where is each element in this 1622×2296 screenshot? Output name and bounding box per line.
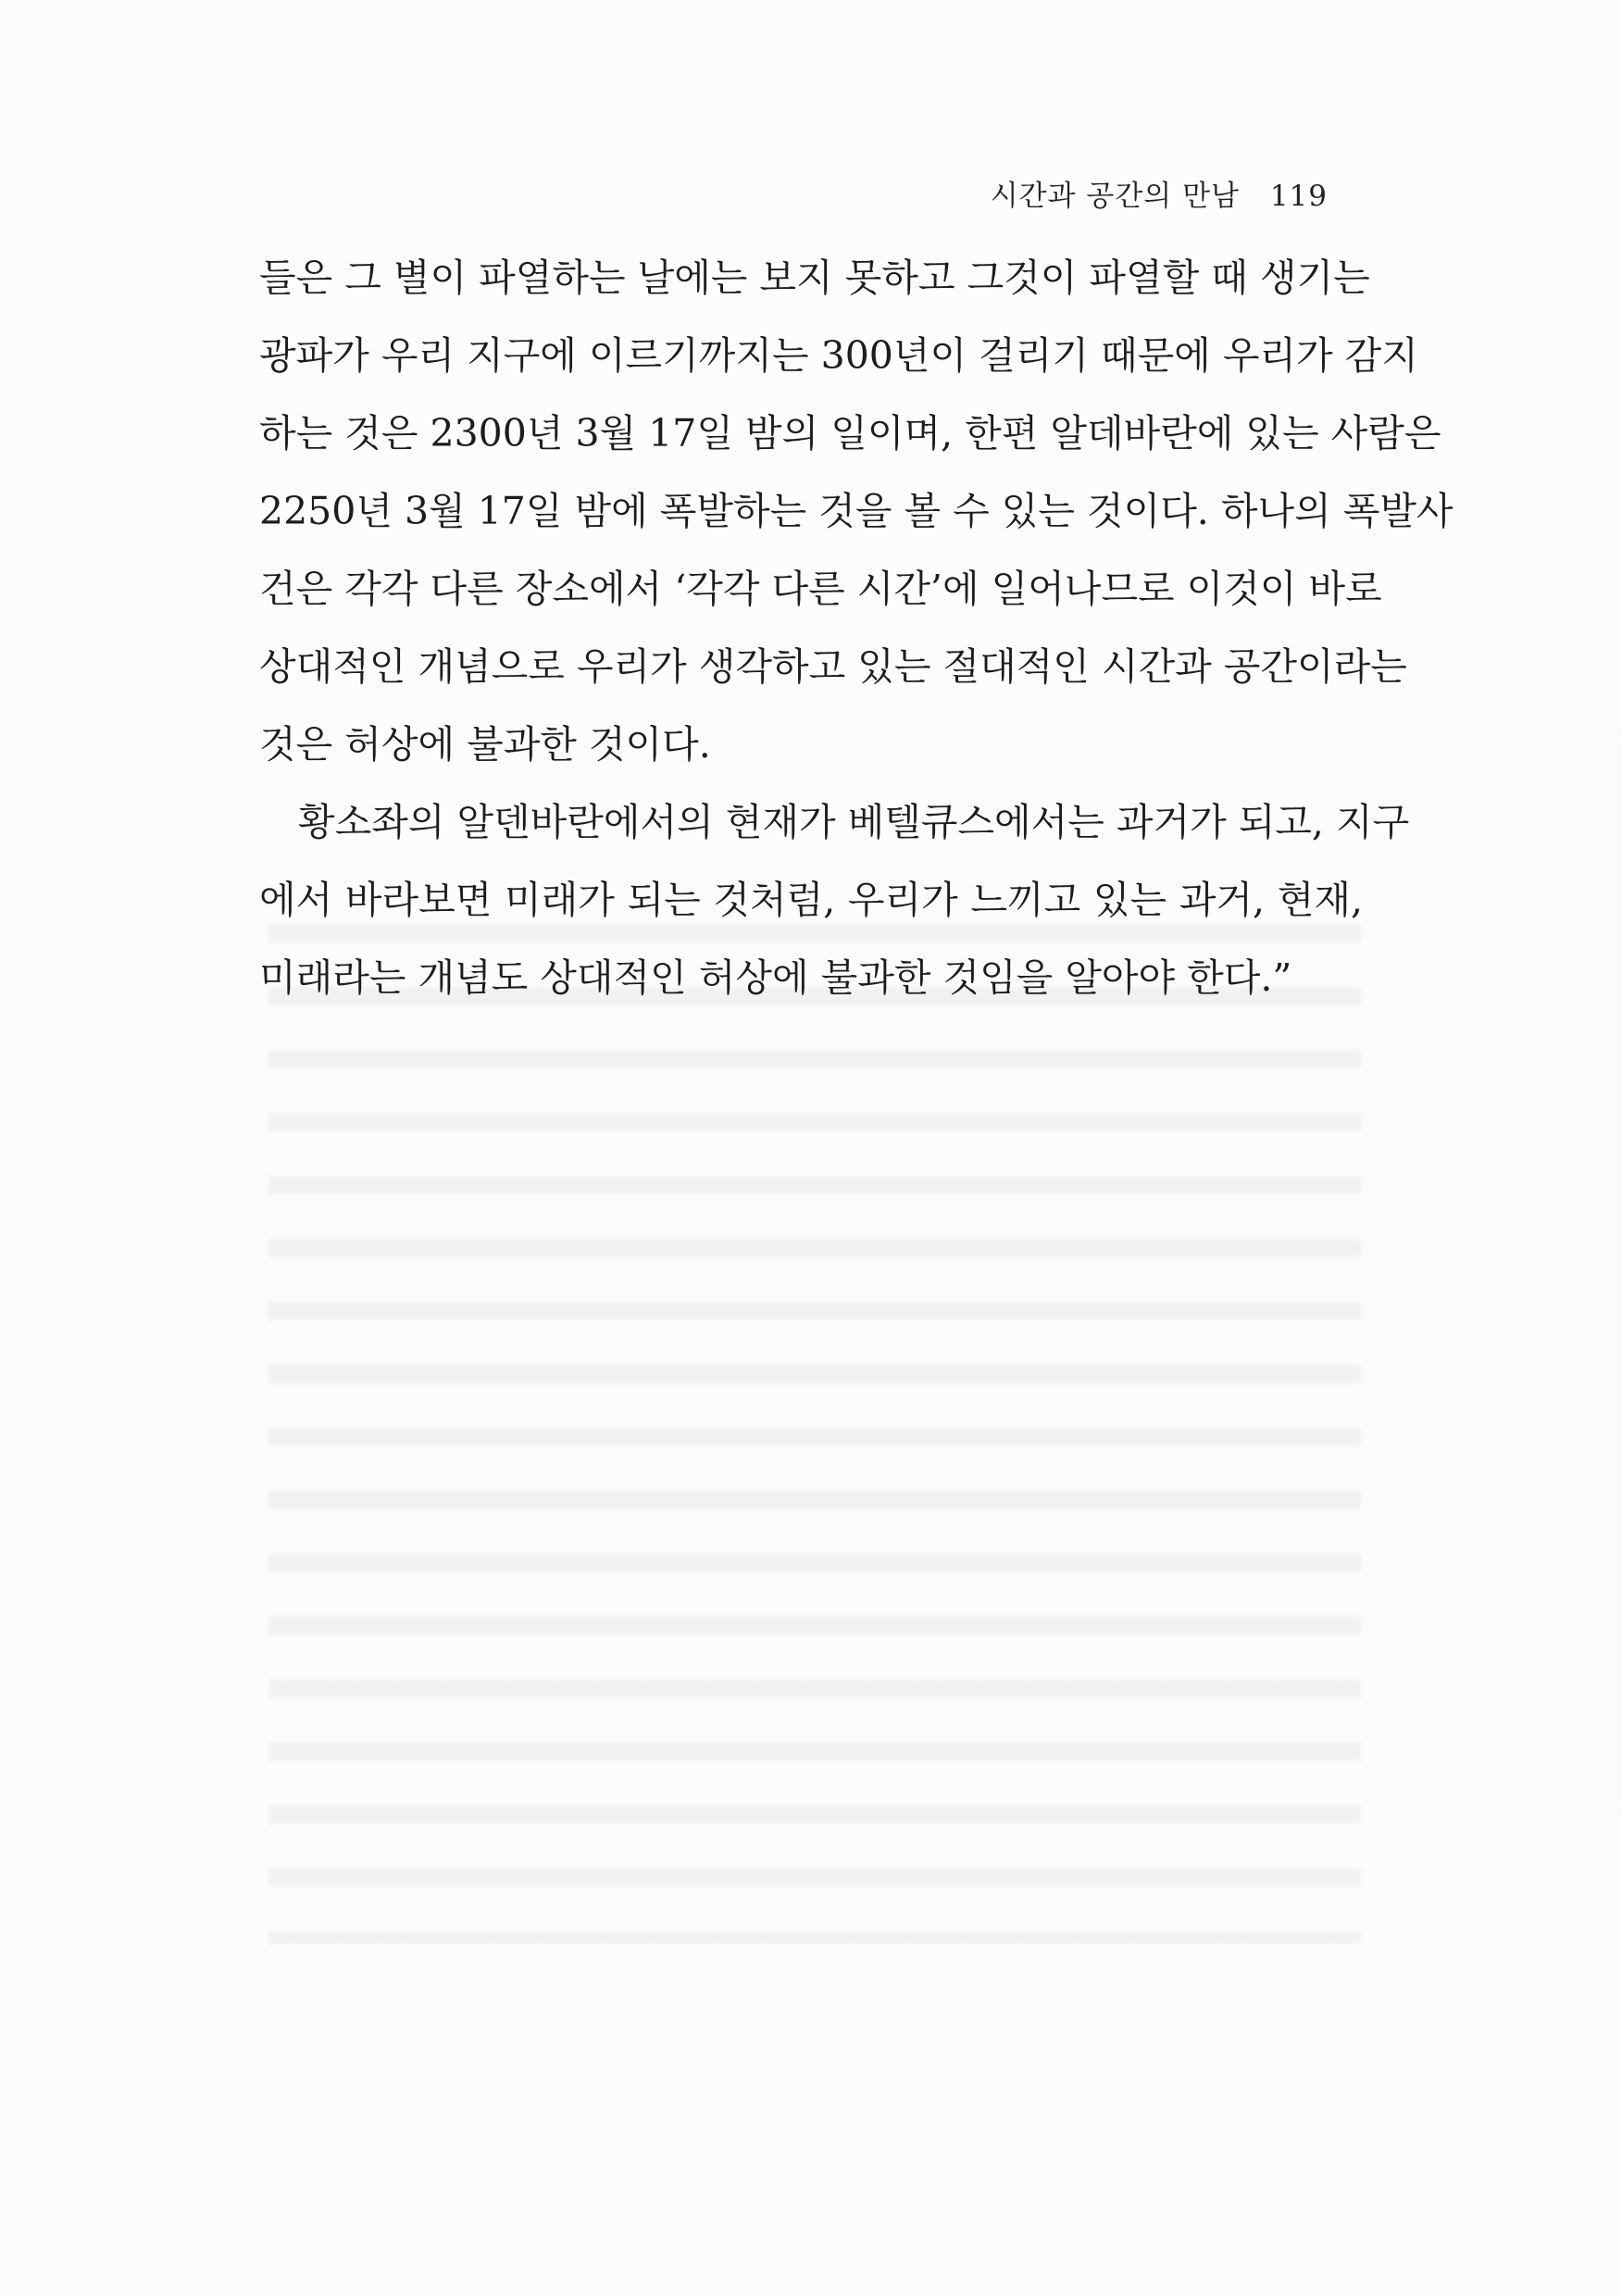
text-line: 들은 그 별이 파열하는 날에는 보지 못하고 그것이 파열할 때 생기는 <box>259 256 1370 300</box>
text-line: 미래라는 개념도 상대적인 허상에 불과한 것임을 알아야 한다.” <box>259 955 1292 1000</box>
body-text <box>259 239 1454 1017</box>
text-line: 상대적인 개념으로 우리가 생각하고 있는 절대적인 시간과 공간이라는 <box>259 644 1407 689</box>
text-line: 하는 것은 2300년 3월 17일 밤의 일이며, 한편 알데바란에 있는 사람은 <box>259 411 1441 455</box>
bleed-through-text <box>268 889 1361 1944</box>
text-line: 것은 허상에 불과한 것이다. <box>259 722 711 767</box>
text-line: 황소좌의 알덴바란에서의 현재가 베텔큐스에서는 과거가 되고, 지구 <box>298 800 1410 844</box>
text-line: 2250년 3월 17일 밤에 폭발하는 것을 볼 수 있는 것이다. 하나의 폭발사 <box>259 489 1454 533</box>
text-line: 광파가 우리 지구에 이르기까지는 300년이 걸리기 때문에 우리가 감지 <box>259 333 1418 378</box>
running-header <box>991 172 1328 214</box>
page-number: 119 <box>1269 180 1328 213</box>
text-line: 에서 바라보면 미래가 되는 것처럼, 우리가 느끼고 있는 과거, 현재, <box>259 878 1363 922</box>
chapter-title: 시간과 공간의 만남 <box>990 180 1240 213</box>
text-line: 건은 각각 다른 장소에서 ‘각각 다른 시간’에 일어나므로 이것이 바로 <box>259 567 1382 611</box>
